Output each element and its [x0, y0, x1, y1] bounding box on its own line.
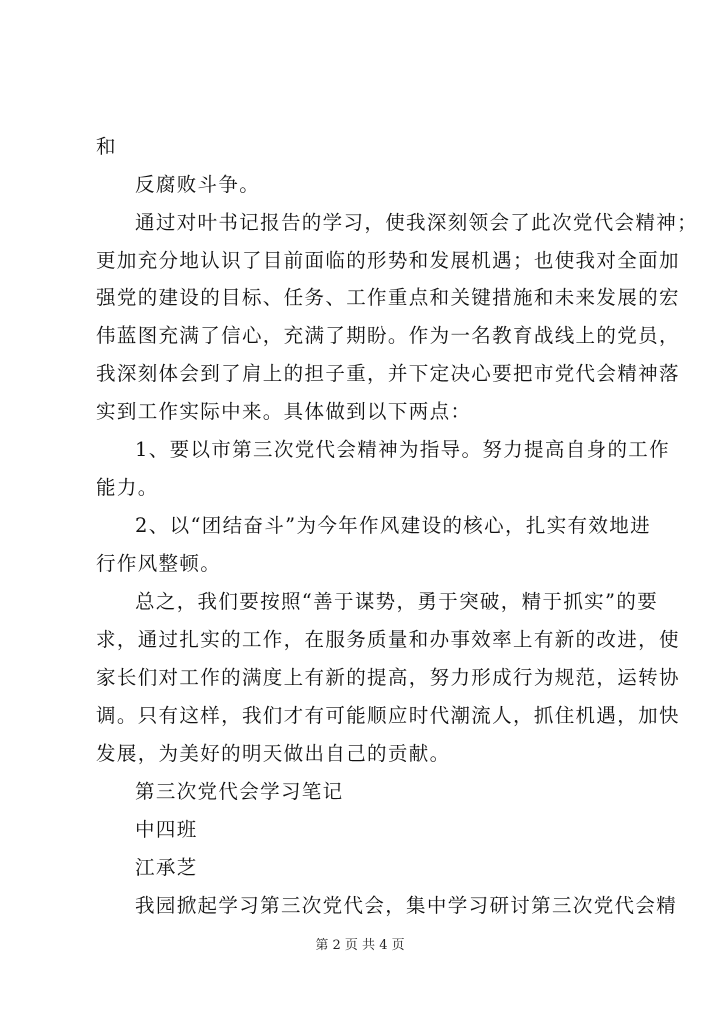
paragraph-start: 通过对叶书记报告的学习，使我深刻领会了此次党代会精神；	[135, 211, 698, 234]
paragraph-start: 我园掀起学习第三次党代会，集中学习研讨第三次党代会精	[135, 894, 678, 917]
page-number-footer: 第 2 页 共 4 页	[315, 938, 405, 953]
list-item-1: 1、要以市第三次党代会精神为指导。努力提高自身的工作	[135, 438, 671, 461]
text-line: 我深刻体会到了肩上的担子重，并下定决心要把市党代会精神落	[96, 362, 680, 385]
text-line: 能力。	[96, 476, 159, 499]
text-line: 发展，为美好的明天做出自己的贡献。	[96, 742, 451, 765]
class-name: 中四班	[135, 818, 198, 841]
text-line: 强党的建设的目标、任务、工作重点和关键措施和未来发展的宏	[96, 286, 680, 309]
text-line: 伟蓝图充满了信心，充满了期盼。作为一名教育战线上的党员，	[96, 324, 680, 347]
text-line: 和	[96, 135, 117, 158]
text-line: 调。只有这样，我们才有可能顺应时代潮流人，抓住机遇，加快	[96, 704, 680, 727]
list-item-2: 2、以“团结奋斗”为今年作风建设的核心，扎实有效地进	[135, 514, 651, 537]
text-line: 行作风整顿。	[96, 552, 222, 575]
text-line: 求，通过扎实的工作，在服务质量和办事效率上有新的改进，使	[96, 628, 680, 651]
author-name: 江承芝	[135, 856, 198, 879]
text-line: 实到工作实际中来。具体做到以下两点：	[96, 400, 472, 423]
section-title: 第三次党代会学习笔记	[135, 780, 344, 803]
paragraph-start: 总之，我们要按照“善于谋势，勇于突破，精于抓实”的要	[135, 590, 659, 613]
text-line: 反腐败斗争。	[135, 173, 261, 196]
text-line: 家长们对工作的满度上有新的提高，努力形成行为规范，运转协	[96, 666, 680, 689]
text-line: 更加充分地认识了目前面临的形势和发展机遇；也使我对全面加	[96, 249, 680, 272]
